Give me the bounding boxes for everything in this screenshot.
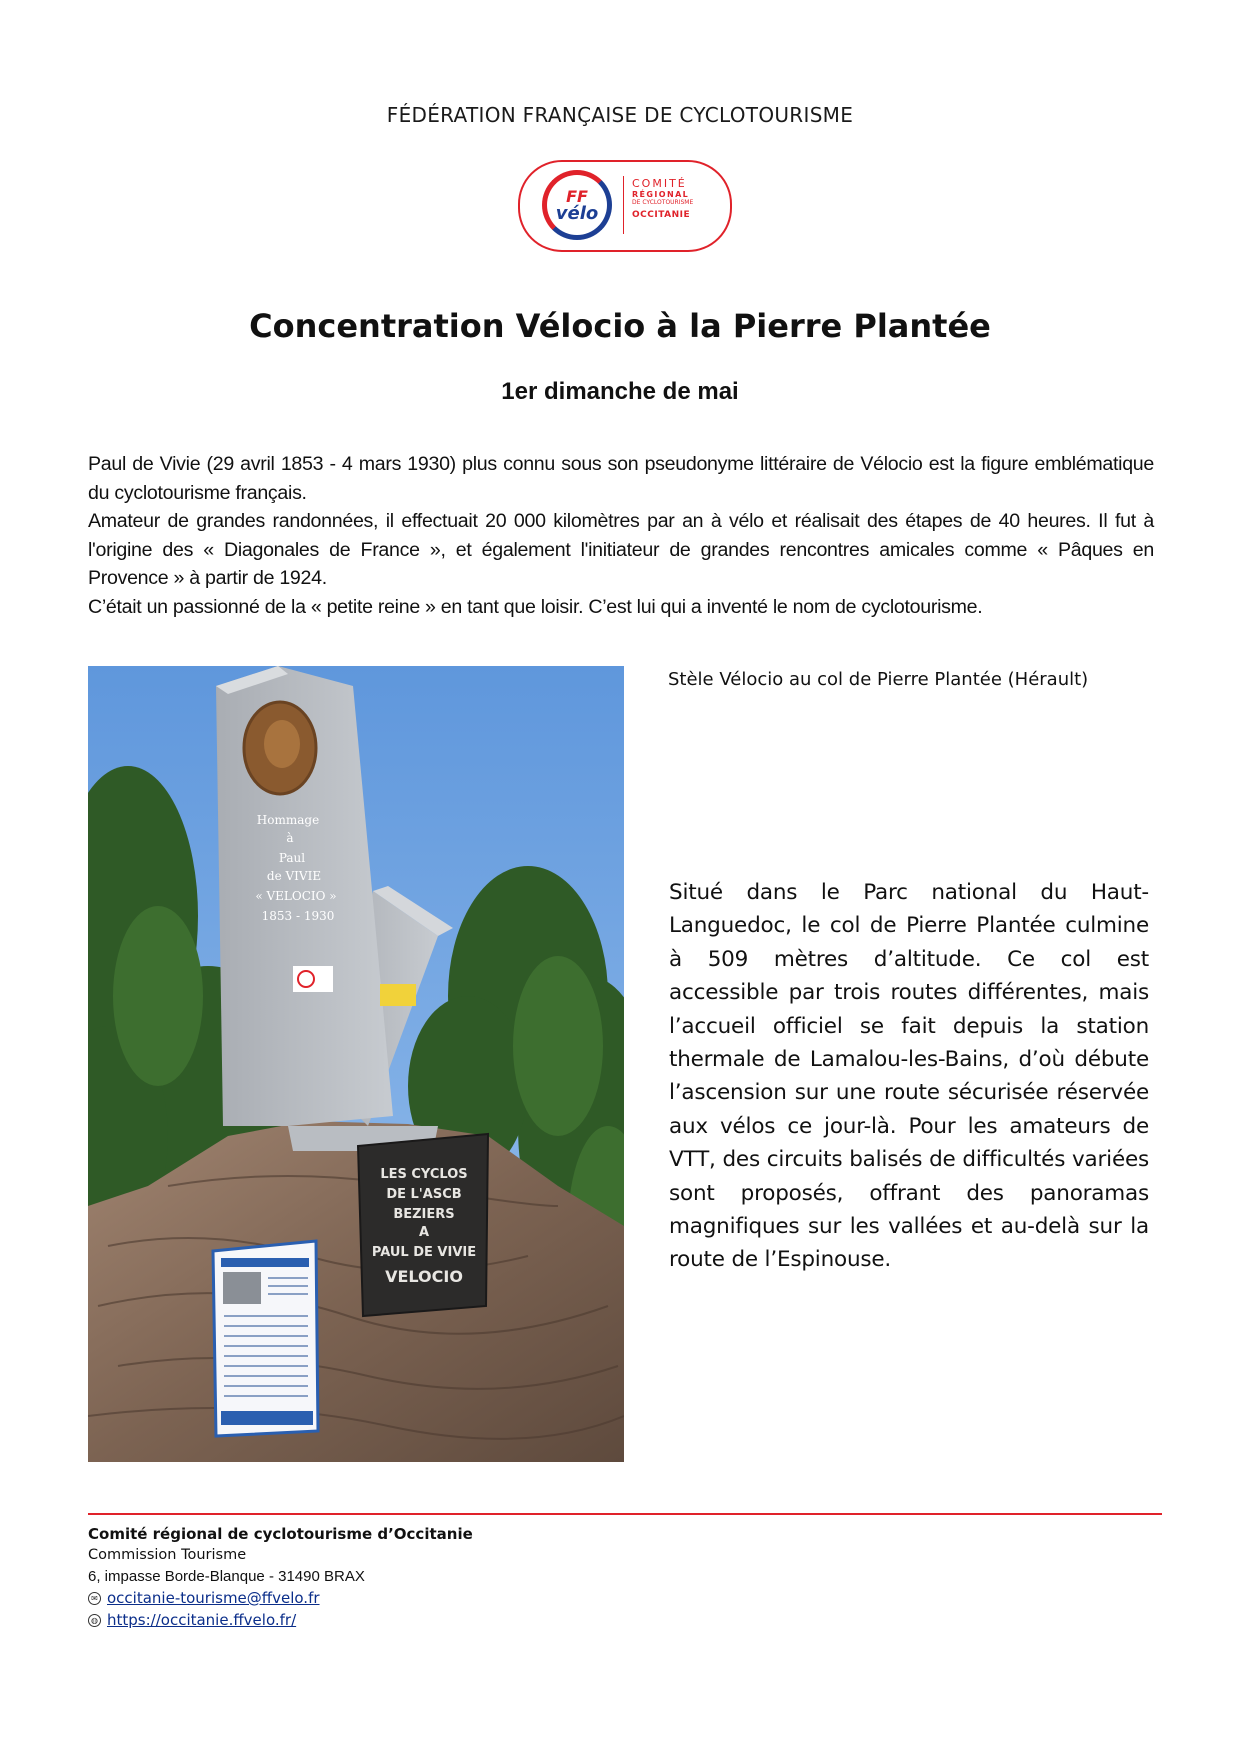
federation-header: FÉDÉRATION FRANÇAISE DE CYCLOTOURISME (386, 103, 854, 127)
col-description: Situé dans le Parc national du Haut-Languedoc, le col de Pierre Plantée culmine à 509 mètres d’altitude. Ce col est accessible par trois routes différentes, mais l’accueil officiel se fait depuis la station thermale de Lamalou-les-Bains, d’où débute l’ascension sur une route sécurisée réservée aux vélos ce jour-là. Pour les amateurs de VTT, des circuits balisés de difficultés variées sont proposés, offrant des panoramas magnifiques sur les vallées et au-delà sur la route de l’Espinouse. (669, 880, 1149, 1273)
footer-organization: Comité régional de cyclotourisme d’Occitanie (88, 1525, 473, 1543)
logo-line-occitanie: OCCITANIE (632, 210, 691, 220)
globe-icon: ◍ (88, 1614, 101, 1627)
footer-address: 6, impasse Borde-Blanque - 31490 BRAX (88, 1568, 365, 1585)
ffvelo-logo-mark (542, 170, 612, 240)
footer (88, 1523, 788, 1631)
email-link[interactable]: occitanie-tourisme@ffvelo.fr (107, 1589, 320, 1607)
plaque-line: PAUL DE VIVIE (371, 1245, 477, 1260)
plaque-line: LES CYCLOS (380, 1167, 468, 1182)
ffvelo-logo (518, 160, 732, 252)
intro-text (88, 450, 1154, 621)
website-link[interactable]: https://occitanie.ffvelo.fr/ (107, 1611, 297, 1629)
inscription-line: Paul (278, 851, 306, 865)
logo-committee-text (632, 178, 722, 220)
intro-paragraph: C’était un passionné de la « petite reine » en tant que loisir. C’est lui qui a inventé le nom de cyclotourisme. (88, 595, 983, 618)
logo-ff-text: FF (566, 187, 588, 206)
mail-icon: ✉ (88, 1592, 101, 1605)
page-subtitle: 1er dimanche de mai (501, 378, 739, 405)
plaque-line: VELOCIO (385, 1267, 463, 1286)
inscription-line: de VIVIE (266, 869, 322, 883)
plaque-line: A (418, 1225, 430, 1240)
footer-commission: Commission Tourisme (88, 1547, 247, 1563)
footer-divider (88, 1513, 1162, 1515)
stele-photo (88, 666, 624, 1462)
logo-line-regional: RÉGIONAL (632, 190, 690, 199)
intro-paragraph: Paul de Vivie (29 avril 1853 - 4 mars 1930) plus connu sous son pseudonyme littéraire de Vélocio est la figure emblématique du cyclotourisme français. (88, 453, 1154, 504)
inscription-line: 1853 - 1930 (261, 909, 335, 923)
inscription-line: Hommage (256, 813, 320, 827)
inscription-line: « VELOCIO » (255, 889, 337, 903)
plaque-line: BEZIERS (393, 1207, 455, 1222)
logo-velo-text: vélo (555, 203, 599, 224)
page-title: Concentration Vélocio à la Pierre Plantée (249, 307, 991, 345)
intro-paragraph: Amateur de grandes randonnées, il effectuait 20 000 kilomètres par an à vélo et réalisait des étapes de 40 heures. Il fut à l'origine des « Diagonales de France », et également l'initiateur de grandes rencontres amicales comme « Pâques en Provence » à partir de 1924. (88, 510, 1154, 589)
logo-divider (623, 176, 624, 234)
footer-email-row (88, 1587, 788, 1609)
logo-line-cyclotourisme: DE CYCLOTOURISME (632, 199, 694, 206)
photo-caption: Stèle Vélocio au col de Pierre Plantée (Hérault) (668, 669, 1089, 690)
footer-website-row (88, 1609, 788, 1631)
inscription-line: à (286, 831, 294, 845)
plaque-line: DE L'ASCB (386, 1187, 462, 1202)
logo-line-comite: COMITÉ (632, 177, 687, 190)
